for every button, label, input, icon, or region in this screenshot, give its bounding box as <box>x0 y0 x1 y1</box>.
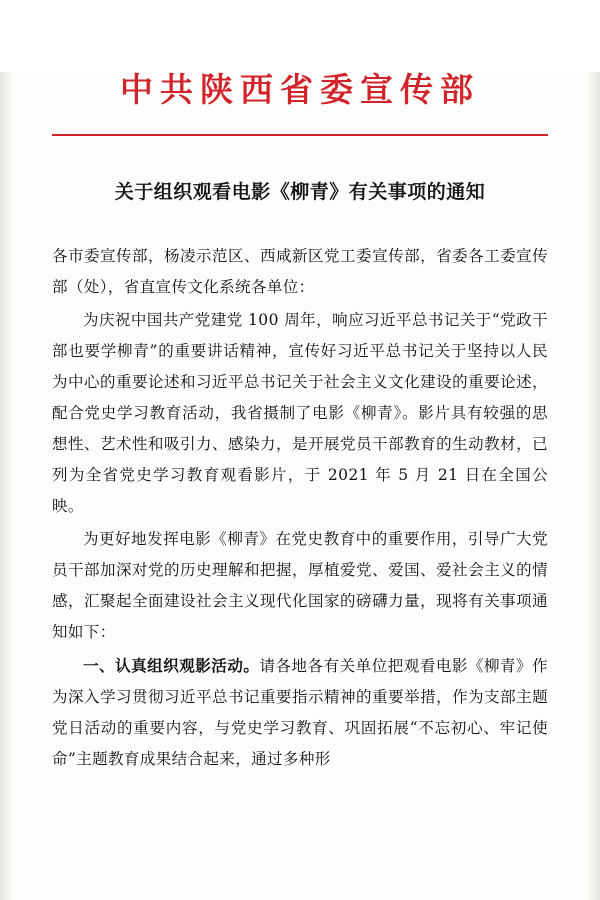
paragraph-background: 为庆祝中国共产党建党 100 周年，响应习近平总书记关于“党政干部也要学柳青”的重要讲话精神，宣传好习近平总书记关于坚持以人民为中心的重要论述和习近平总书记关于社会主义文化建设的重要论述，配合党史学习教育活动，我省摄制了电影《柳青》。影片具有较强的思想性、艺术性和吸引力、感染力，是开展党员干部教育的生动教材，已列为全省党史学习教育观看影片，于 2021 年 5 月 21 日在全国公映。 <box>52 310 548 515</box>
document-content <box>0 72 600 775</box>
paragraph-item-one-heading: 一、认真组织观影活动。 <box>83 655 260 675</box>
document-body <box>52 241 548 775</box>
letterhead-title: 中共陕西省委宣传部 <box>120 70 480 109</box>
paragraph-item-one-text: 请各地各有关单位把观看电影《柳青》作为深入学习贯彻习近平总书记重要指示精神的重要举措，作为支部主题党日活动的重要内容，与党史学习教育、巩固拓展“不忘初心、牢记使命”主题教育成果结合起来，通过多种形 <box>52 656 549 768</box>
paragraph-addressee: 各市委宣传部，杨凌示范区、西咸新区党工委宣传部，省委各工委宣传部（处），省直宣传文化系统各单位： <box>52 246 548 296</box>
document-page <box>0 72 600 900</box>
letterhead-divider <box>52 134 548 136</box>
paragraph-purpose: 为更好地发挥电影《柳青》在党史教育中的重要作用，引导广大党员干部加深对党的历史理解和把握，厚植爱党、爱国、爱社会主义的情感，汇聚起全面建设社会主义现代化国家的磅礴力量，现将有关事项通知如下： <box>52 529 548 641</box>
paragraph-item-one <box>52 650 548 775</box>
document-title: 关于组织观看电影《柳青》有关事项的通知 <box>114 181 486 204</box>
